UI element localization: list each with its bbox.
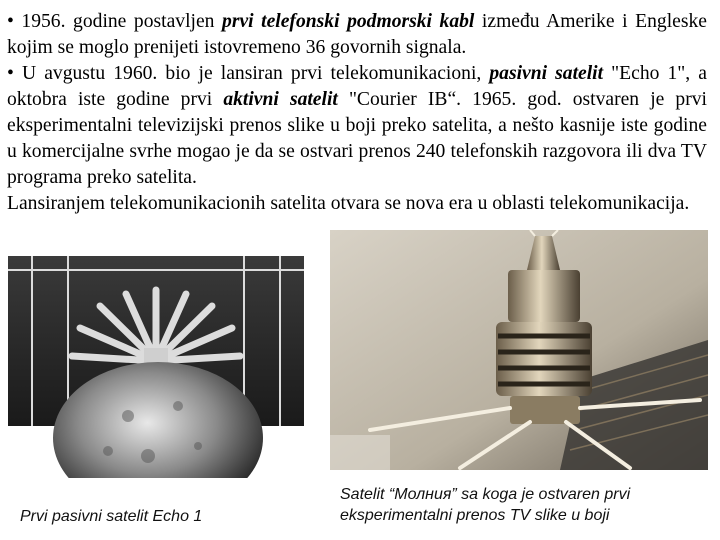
echo-caption: Prvi pasivni satelit Echo 1 [20,508,203,525]
paragraph-cable [7,9,707,61]
molniya-satellite-photo [330,230,708,470]
body-text [7,9,707,217]
echo-satellite-photo [8,256,304,496]
molniya-caption: Satelit “Молния” sa koga je ostvaren prvi eksperimentalni prenos TV slike u boji [340,486,631,524]
paragraph-satellites [7,61,707,191]
text-run: "Echo 1", a oktobra iste godine prvi [7,63,707,110]
paragraph-era: Lansiranjem telekomunikacionih satelita otvara se nova era u oblasti telekomunikacija. [7,193,690,214]
emphasis-cable: prvi telefonski podmorski kabl [222,11,475,32]
text-run: • U avgustu 1960. bio je lansiran prvi telekomunikacioni, [7,63,490,84]
emphasis-passive: pasivni satelit [489,63,604,84]
text-run: • 1956. godine postavljen [7,11,223,32]
text-run: "Courier IB“. 1965. god. ostvaren je prvi eksperimentalni televizijski prenos slike u boji preko satelita, a nešto kasnije iste godine u komercijalne svrhe mogao je da se ostvari prenos 240 telefonskih razgovora ili dva TV programa preko satelita. [7,89,707,188]
emphasis-active: aktivni satelit [223,89,338,110]
text-run: između Amerike i Engleske kojim se moglo prenijeti istovremeno 36 govornih signala. [7,11,707,58]
